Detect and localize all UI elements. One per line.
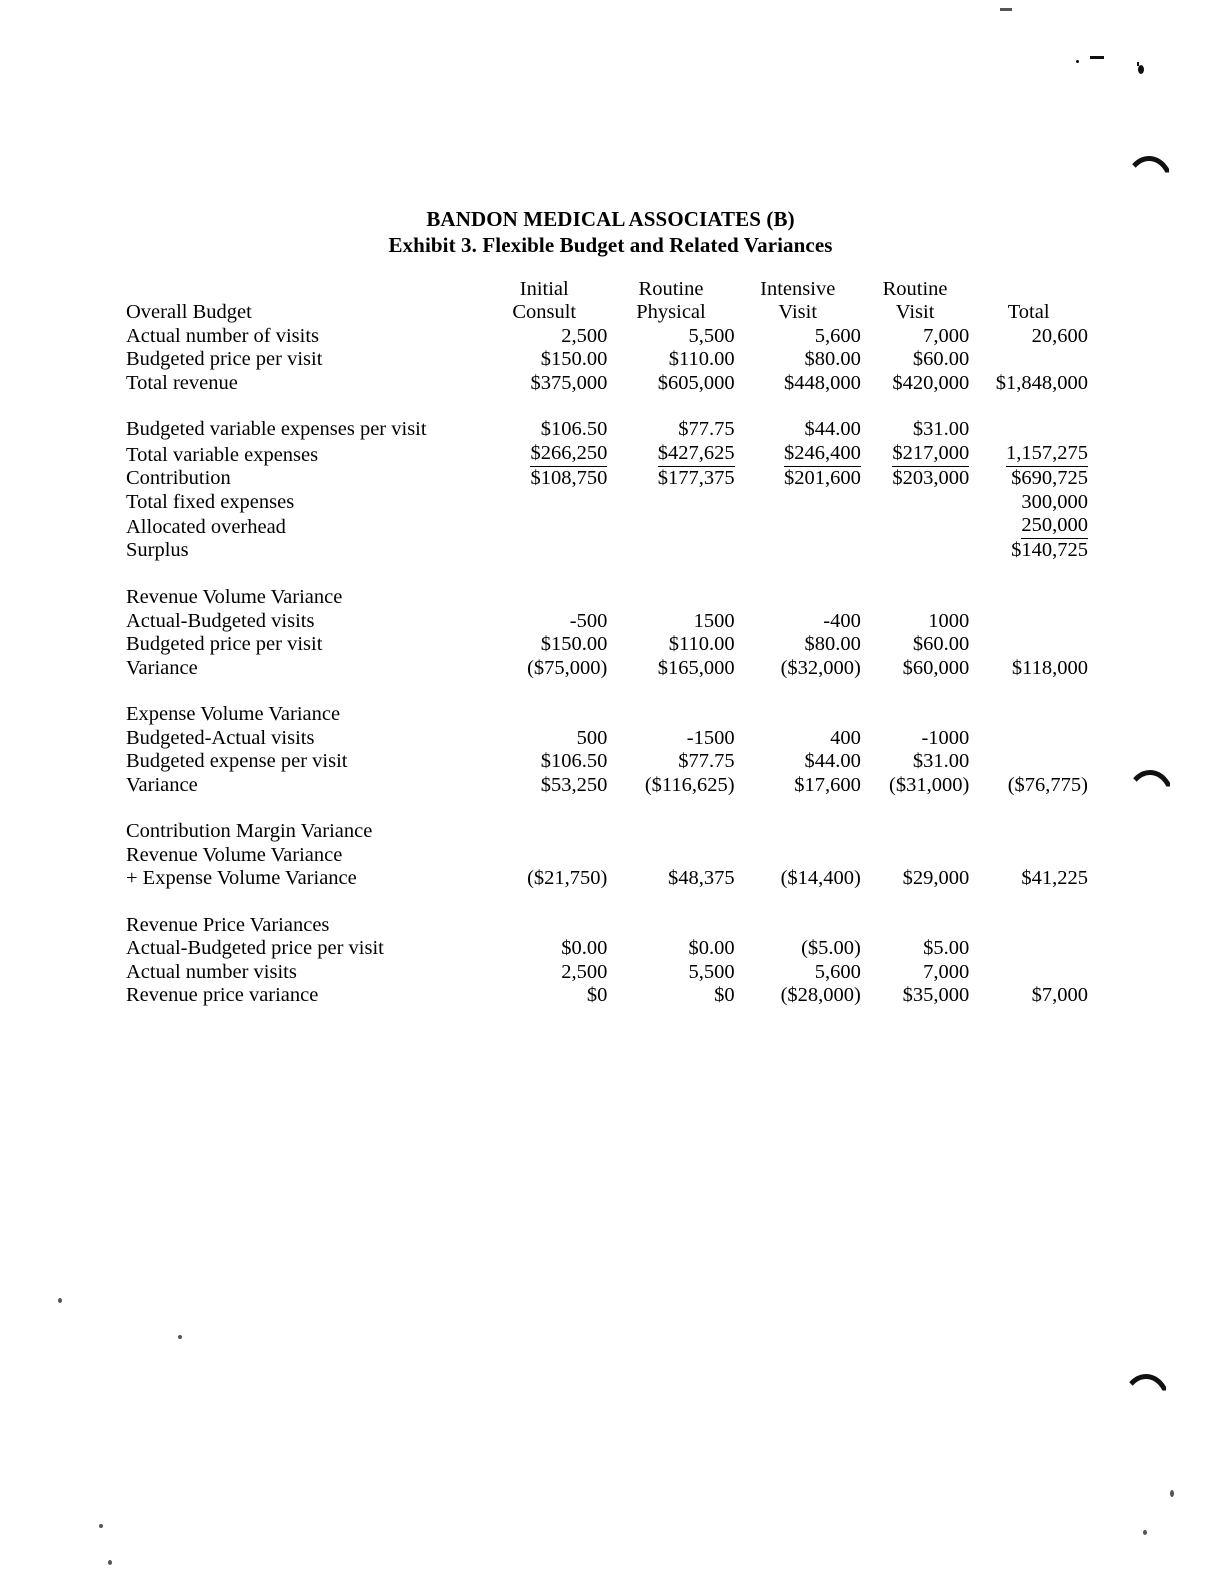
table-row [126,325,1088,348]
table-cell [861,514,969,539]
spacer-cell [735,680,861,703]
row-label: Allocated overhead [126,516,286,539]
table-cell: $60,000 [902,656,970,679]
table-cell: 5,600 [814,960,861,983]
table-row [126,867,1088,890]
table-cell: 5,500 [688,324,735,347]
spacer-cell [861,797,969,820]
table-row [126,984,1088,1007]
exhibit-subtitle: Exhibit 3. Flexible Budget and Related Variances [388,233,833,257]
table-cell [969,961,1088,984]
empty-cell [607,820,734,843]
scan-artifact-dot-small [1076,60,1079,63]
spacer-cell [607,563,734,586]
table-row [126,937,1088,960]
table-cell: $375,000 [530,371,608,394]
table-row [126,467,1088,490]
row-label: Budgeted price per visit [126,633,323,656]
table-cell [735,514,861,539]
spacer-cell [969,395,1088,418]
empty-cell [969,820,1088,843]
scan-speck [58,1298,62,1303]
table-cell: $106.50 [540,750,608,773]
scan-artifact-tick [1137,62,1139,66]
empty-cell [481,914,607,937]
table-cell: $0 [714,984,735,1007]
column-header-total-line1 [969,278,1088,301]
table-cell [481,844,607,867]
empty-cell [861,820,969,843]
section-heading-contribution-margin-variance: Contribution Margin Variance [126,820,373,843]
table-cell: -1500 [686,726,735,749]
table-cell: $53,250 [540,773,608,796]
table-cell: -500 [569,609,608,632]
scan-artifact-dash [1090,56,1104,59]
hole-punch-mark-top [1124,156,1174,188]
table-cell [861,491,969,514]
spacer-cell [126,680,481,703]
table-cell [735,539,861,562]
table-cell: $44.00 [804,418,861,441]
empty-cell [861,914,969,937]
section-spacer [126,395,1088,418]
table-cell [969,348,1088,371]
column-header-routine-visit-line2: Visit [895,301,935,324]
table-cell: 5,500 [688,960,735,983]
spacer-cell [735,797,861,820]
table-cell [969,514,1088,539]
table-cell: 5,600 [814,324,861,347]
scan-speck [99,1524,103,1528]
table-cell: ($28,000) [780,984,861,1007]
spacer-cell [126,797,481,820]
table-cell: $35,000 [902,984,970,1007]
table-cell: $31.00 [912,750,970,773]
section-heading-row [126,914,1088,937]
table-cell: $77.75 [678,750,735,773]
empty-cell [735,914,861,937]
table-cell: $0.00 [561,937,608,960]
spacer-cell [481,680,607,703]
table-row [126,418,1088,441]
table-cell [861,442,969,467]
table-cell: $48,375 [668,867,735,890]
table-cell: $31.00 [912,418,970,441]
table-cell: 2,500 [561,324,608,347]
empty-cell [969,586,1088,609]
spacer-cell [735,891,861,914]
empty-cell [735,586,861,609]
row-label: Actual number of visits [126,324,320,347]
table-cell: ($116,625) [644,773,735,796]
table-cell: ($76,775) [1007,773,1088,796]
empty-cell [607,914,734,937]
spacer-cell [126,563,481,586]
row-label: Budgeted expense per visit [126,750,348,773]
spacer-cell [126,395,481,418]
row-label: Total fixed expenses [126,490,295,513]
table-cell: ($31,000) [889,773,970,796]
document-title: BANDON MEDICAL ASSOCIATES (B) [426,207,795,231]
section-heading-row [126,820,1088,843]
table-row [126,514,1088,539]
table-row [126,727,1088,750]
spacer-cell [735,563,861,586]
table-cell [735,491,861,514]
table-cell: $60.00 [912,633,970,656]
spacer-cell [607,395,734,418]
column-header-routine-visit-line1: Routine [882,278,948,300]
table-cell: $150.00 [540,633,608,656]
scan-speck [1000,8,1012,11]
table-cell: $17,600 [794,773,861,796]
empty-cell [607,586,734,609]
column-header-intensive-visit-line2: Visit [778,301,818,324]
table-cell [481,514,607,539]
empty-cell [607,703,734,726]
subtotal-rule: $217,000 [892,442,969,467]
table-cell [969,418,1088,441]
empty-cell [969,914,1088,937]
empty-cell [861,586,969,609]
empty-cell [481,703,607,726]
flexible-budget-table [126,278,1088,1008]
empty-cell [969,703,1088,726]
empty-cell [481,820,607,843]
table-cell: ($32,000) [780,656,861,679]
table-cell [481,491,607,514]
table-cell: 400 [830,726,861,749]
subtotal-rule: $266,250 [530,442,607,467]
table-row [126,372,1088,395]
section-heading-revenue-price-variances: Revenue Price Variances [126,913,330,936]
subtotal-rule: 1,157,275 [1006,442,1088,467]
table-cell: $690,725 [1011,467,1088,490]
table-row [126,961,1088,984]
hole-punch-mark-middle [1125,770,1175,802]
table-cell [607,539,734,562]
table-cell: $110.00 [668,633,735,656]
row-label: Actual-Budgeted visits [126,609,315,632]
spacer-cell [126,891,481,914]
table-head [126,278,1088,325]
row-label: Revenue price variance [126,984,319,1007]
table-cell: 300,000 [1021,490,1088,513]
row-label: Total revenue [126,371,238,394]
spacer-cell [481,891,607,914]
table-cell: $150.00 [540,348,608,371]
spacer-cell [607,891,734,914]
table-cell [607,514,734,539]
table-cell: $44.00 [804,750,861,773]
table-cell: 500 [576,726,608,749]
table-row [126,348,1088,371]
scan-speck [178,1335,182,1339]
spacer-cell [607,797,734,820]
spacer-cell [969,891,1088,914]
section-heading-expense-volume-variance: Expense Volume Variance [126,703,341,726]
table-cell [969,727,1088,750]
exhibit-title-block [0,206,1221,258]
table-row [126,844,1088,867]
table-cell: 20,600 [1031,324,1088,347]
spacer-cell [861,395,969,418]
subtotal-rule: $246,400 [784,442,861,467]
table-cell: $106.50 [540,418,608,441]
table-cell: $448,000 [783,371,861,394]
table-cell: 2,500 [561,960,608,983]
spacer-cell [861,563,969,586]
scan-speck [108,1560,112,1565]
table-body [126,325,1088,1008]
table-cell [481,539,607,562]
scan-speck [1170,1490,1174,1497]
spacer-cell [481,797,607,820]
row-label: Total variable expenses [126,443,319,466]
table-cell: $177,375 [657,467,735,490]
table-cell: -400 [823,609,861,632]
table-cell: $118,000 [1011,656,1088,679]
table-cell: $110.00 [668,348,735,371]
table-cell [861,539,969,562]
spacer-cell [861,680,969,703]
table-cell [735,844,861,867]
table-cell: $7,000 [1031,984,1088,1007]
spacer-cell [969,563,1088,586]
table-cell [969,633,1088,656]
table-cell: $80.00 [804,348,861,371]
table-cell: ($5.00) [801,937,861,960]
table-row [126,657,1088,680]
column-header-initial-consult-line2: Consult [512,301,577,324]
table-cell [969,937,1088,960]
spacer-cell [861,891,969,914]
table-row [126,610,1088,633]
table-cell [481,442,607,467]
spacer-cell [481,563,607,586]
table-row [126,750,1088,773]
empty-cell [735,820,861,843]
table-cell [735,442,861,467]
scan-speck [1143,1530,1147,1535]
hole-punch-mark-bottom [1121,1374,1171,1406]
spacer-cell [607,680,734,703]
table-cell [969,844,1088,867]
table-cell: ($75,000) [527,656,608,679]
table-cell: $203,000 [892,467,970,490]
table-cell: $140,725 [1011,539,1088,562]
section-heading-row [126,703,1088,726]
section-heading-revenue-volume-variance: Revenue Volume Variance [126,586,343,609]
table-cell [607,844,734,867]
subtotal-rule: 250,000 [1021,514,1088,539]
table-row [126,442,1088,467]
section-spacer [126,680,1088,703]
column-header-total-line2: Total [1007,301,1050,324]
column-header-routine-physical-line1: Routine [638,278,704,300]
table-cell: $0 [586,984,608,1007]
table-cell: $80.00 [804,633,861,656]
table-cell: 7,000 [923,324,970,347]
table-cell [969,610,1088,633]
row-header-label: Overall Budget [126,301,252,324]
table-cell: $41,225 [1021,867,1088,890]
empty-cell [861,703,969,726]
scan-artifact-dot [1138,65,1144,74]
table-cell: $108,750 [530,467,608,490]
row-label: Revenue Volume Variance [126,843,343,866]
table-cell [607,442,734,467]
row-label: Budgeted variable expenses per visit [126,418,427,441]
column-header-initial-consult-line1: Initial [519,278,569,300]
spacer-cell [481,395,607,418]
table-cell: -1000 [921,726,970,749]
table-cell: $201,600 [783,467,861,490]
table-cell: $29,000 [902,867,970,890]
row-label: Actual number visits [126,960,297,983]
row-label: Budgeted-Actual visits [126,726,315,749]
table-cell [607,491,734,514]
header-spacer [126,278,481,301]
spacer-cell [969,680,1088,703]
table-row [126,491,1088,514]
table-cell: $0.00 [688,937,735,960]
table-cell: ($21,750) [527,867,608,890]
empty-cell [735,703,861,726]
table-cell: $60.00 [912,348,970,371]
column-header-bottom-row [126,301,1088,324]
row-label: Variance [126,773,198,796]
section-heading-row [126,586,1088,609]
empty-cell [481,586,607,609]
table-cell: $5.00 [923,937,970,960]
spacer-cell [969,797,1088,820]
table-row [126,633,1088,656]
section-spacer [126,891,1088,914]
row-label: Budgeted price per visit [126,348,323,371]
table-cell: $1,848,000 [995,371,1088,394]
table-row [126,774,1088,797]
table-cell: 7,000 [923,960,970,983]
spacer-cell [735,395,861,418]
row-label: Actual-Budgeted price per visit [126,937,384,960]
row-label: Surplus [126,539,189,562]
section-spacer [126,563,1088,586]
table-row [126,539,1088,562]
row-label: Variance [126,656,198,679]
table-cell: 1000 [928,609,970,632]
table-cell [861,844,969,867]
subtotal-rule: $427,625 [658,442,735,467]
table-cell: ($14,400) [780,867,861,890]
column-header-routine-physical-line2: Physical [636,301,706,324]
row-label: + Expense Volume Variance [126,867,357,890]
column-header-intensive-visit-line1: Intensive [760,278,836,300]
table-cell: 1500 [693,609,735,632]
section-spacer [126,797,1088,820]
table-cell [969,442,1088,467]
column-header-top-row [126,278,1088,301]
row-label: Contribution [126,467,231,490]
table-cell: $165,000 [657,656,735,679]
table-cell [969,750,1088,773]
table-cell: $77.75 [678,418,735,441]
table-cell: $605,000 [657,371,735,394]
table-cell: $420,000 [892,371,970,394]
